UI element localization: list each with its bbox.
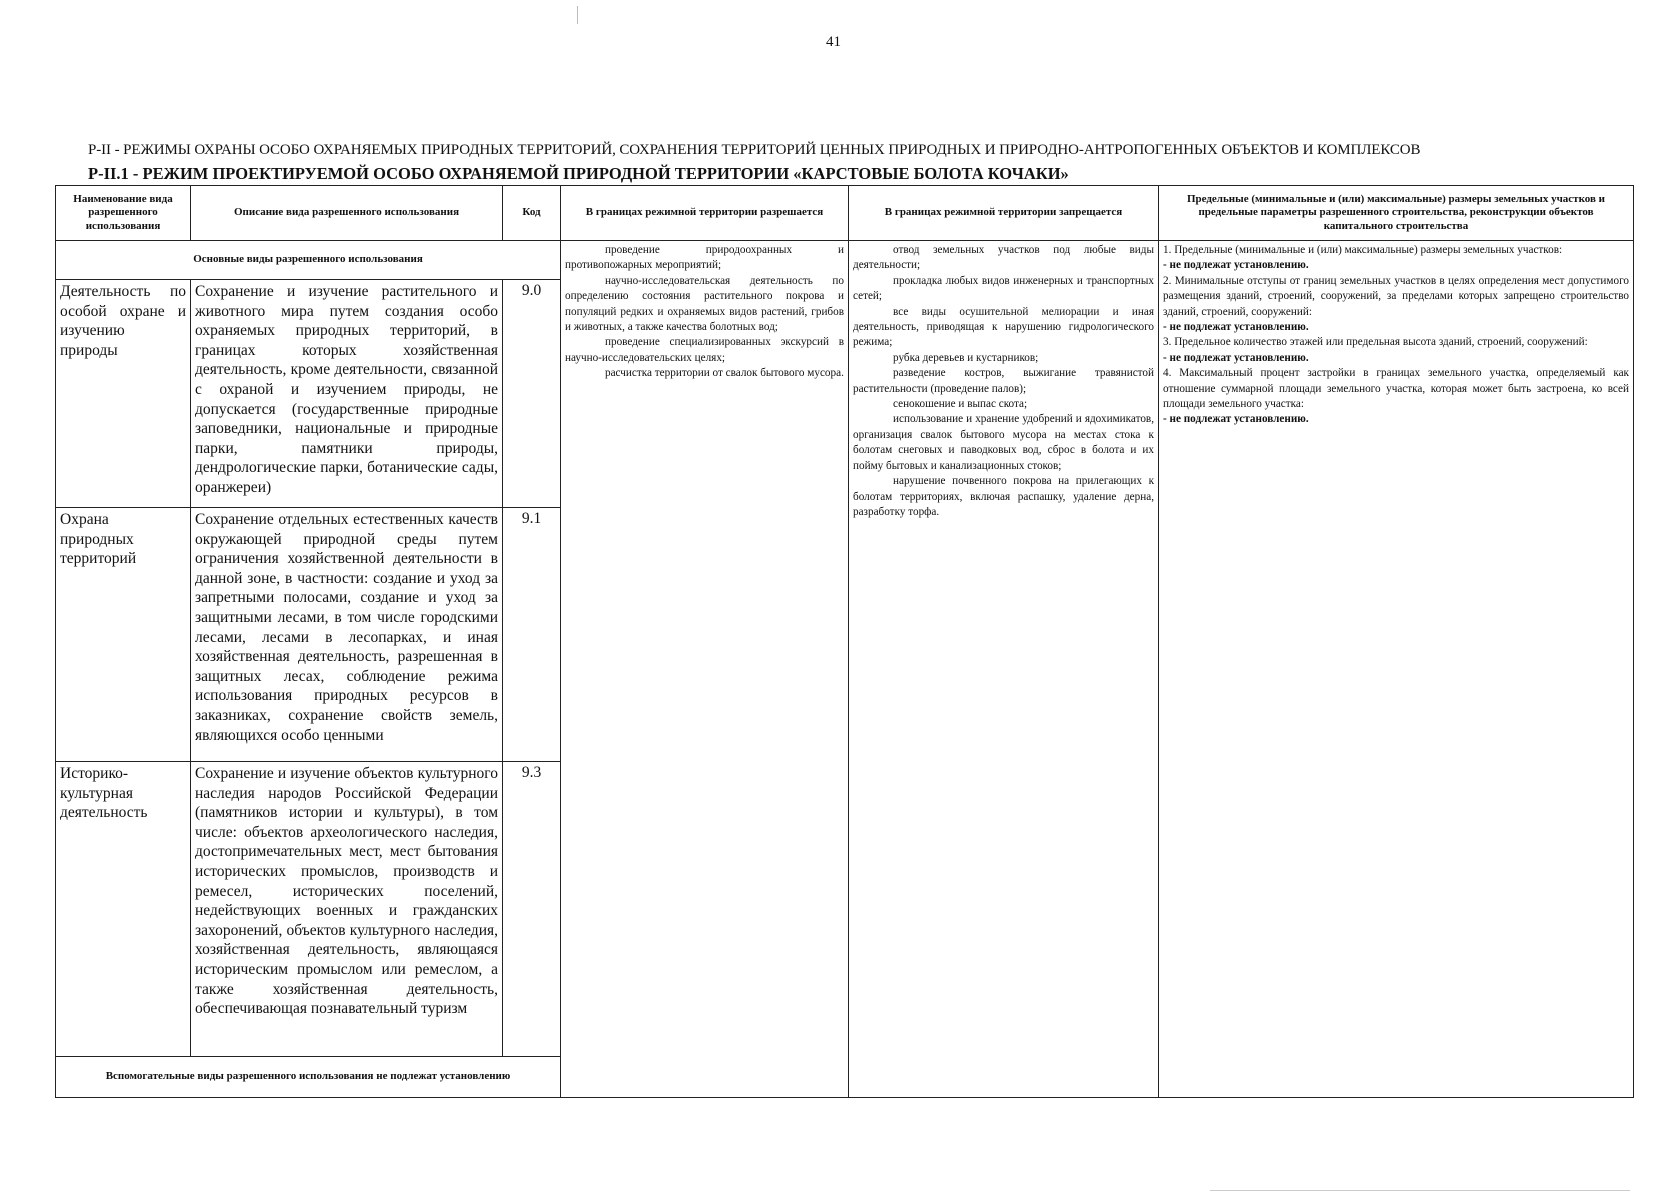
use-description: Сохранение отдельных естественных качеств окружающей природной среды путем ограничения хозяйственной деятельности в данной зоне, в частности: создание и уход за запретными полосами, создание и уход за защитными лесами, в том числе городскими лесами, лесами в лесопарках, и иная хозяйственная деятельность, разрешенная в защитных лесах, соблюдение режима использования природных ресурсов в заказниках, сохранение свойств земель, являющихся особо ценными <box>191 508 503 762</box>
parameter-value: - не подлежат установлению. <box>1163 351 1309 364</box>
parameter-text: 1. Предельные (минимальные и (или) максимальные) размеры земельных участков: <box>1163 244 1563 256</box>
column-header-description: Описание вида разрешенного использования <box>191 186 503 241</box>
parameter-value: - не подлежат установлению. <box>1163 413 1309 426</box>
use-name: Историко-культурная деятельность <box>56 762 191 1057</box>
header-title: - РЕЖИМЫ ОХРАНЫ ОСОБО ОХРАНЯЕМЫХ ПРИРОДНЫХ ТЕРРИТОРИЙ, СОХРАНЕНИЯ ТЕРРИТОРИЙ ЦЕННЫХ ПРИРОДНЫХ И ПРИРОДНО-АНТРОПОГЕННЫХ ОБЪЕКТОВ И КОМПЛЕКСОВ <box>110 142 1421 158</box>
page-number: 41 <box>826 34 841 50</box>
scan-mark <box>577 6 578 24</box>
main-section-title: Основные виды разрешенного использования <box>56 241 561 280</box>
column-header-name: Наименование вида разрешенного использования <box>56 186 191 241</box>
prohibited-item: рубка деревьев и кустарников; <box>893 351 1039 364</box>
permitted-cell <box>561 241 849 1098</box>
prohibited-item: разведение костров, выжигание травянистой растительности (проведение палов); <box>853 367 1154 395</box>
use-code: 9.0 <box>503 280 561 508</box>
parameters-cell <box>1159 241 1634 1098</box>
prohibited-cell <box>849 241 1159 1098</box>
prohibited-item: прокладка любых видов инженерных и транспортных сетей; <box>853 274 1154 303</box>
document-header <box>88 142 1648 159</box>
permitted-item: расчистка территории от свалок бытового мусора. <box>605 367 844 380</box>
use-name: Деятельность по особой охране и изучению природы <box>56 280 191 508</box>
auxiliary-section-title: Вспомогательные виды разрешенного использования не подлежат установлению <box>56 1057 561 1098</box>
use-description: Сохранение и изучение объектов культурного наследия народов Российской Федерации (памятников истории и культуры), в том числе: объектов археологического наследия, достопримечательных мест, мест бытования исторических промыслов, производств и ремесел, исторических поселений, недействующих военных и гражданских захоронений, объектов культурного наследия, хозяйственная деятельность, являющаяся историческим промыслом или ремеслом, а также хозяйственная деятельность, обеспечивающая познавательный туризм <box>191 762 503 1057</box>
document-subheader <box>88 164 1069 184</box>
use-name: Охрана природных территорий <box>56 508 191 762</box>
parameter-text: 2. Минимальные отступы от границ земельных участков в целях определения мест допустимого размещения зданий, строений, сооружений, за пределами которых запрещено строительство зданий, строений, сооружений: <box>1163 274 1629 318</box>
scan-mark <box>1210 1190 1630 1191</box>
main-section-row <box>56 241 1634 280</box>
prohibited-item: все виды осушительной мелиорации и иная деятельность, приводящая к нарушению гидрологического режима; <box>853 305 1154 349</box>
column-header-prohibited: В границах режимной территории запрещается <box>849 186 1159 241</box>
regulations-table <box>55 185 1634 1098</box>
prohibited-item: сенокошение и выпас скота; <box>893 398 1028 411</box>
column-header-parameters: Предельные (минимальные и (или) максимальные) размеры земельных участков и предельные параметры разрешенного строительства, реконструкции объектов капитального строительства <box>1159 186 1634 241</box>
column-header-code: Код <box>503 186 561 241</box>
prohibited-item: нарушение почвенного покрова на прилегающих к болотам территориях, включая распашку, удаление дерна, разработку торфа. <box>853 475 1154 518</box>
subheader-code: Р-II.1 <box>88 164 129 183</box>
permitted-item: научно-исследовательская деятельность по определению состояния растительного покрова и популяций редких и охраняемых видов растений, грибов и животных, а также качества болотных вод; <box>565 274 844 334</box>
table-header-row <box>56 186 1634 241</box>
prohibited-item: использование и хранение удобрений и ядохимикатов, организация свалок бытового мусора на местах стока к болотам снеговых и паводковых вод, сброс в болота и их пойму бытовых и канализационных стоков; <box>853 413 1154 472</box>
permitted-item: проведение природоохранных и противопожарных мероприятий; <box>565 244 844 272</box>
parameter-value: - не подлежат установлению. <box>1163 259 1309 272</box>
subheader-title: - РЕЖИМ ПРОЕКТИРУЕМОЙ ОСОБО ОХРАНЯЕМОЙ ПРИРОДНОЙ ТЕРРИТОРИИ «КАРСТОВЫЕ БОЛОТА КОЧАКИ» <box>128 164 1069 183</box>
use-code: 9.3 <box>503 762 561 1057</box>
parameter-text: 4. Максимальный процент застройки в границах земельного участка, определяемый как отношение суммарной площади земельного участка, которая может быть застроена, ко всей площади земельного участка: <box>1163 367 1629 411</box>
parameter-value: - не подлежат установлению. <box>1163 321 1309 334</box>
permitted-item: проведение специализированных экскурсий в научно-исследовательских целях; <box>565 336 844 364</box>
column-header-permitted: В границах режимной территории разрешается <box>561 186 849 241</box>
parameter-text: 3. Предельное количество этажей или предельная высота зданий, строений, сооружений: <box>1163 336 1588 349</box>
use-code: 9.1 <box>503 508 561 762</box>
header-code: Р-II <box>88 142 111 158</box>
use-description: Сохранение и изучение растительного и животного мира путем создания особо охраняемых природных территорий, в границах которых хозяйственная деятельность, кроме деятельности, связанной с охраной и изучением природы, не допускается (государственные природные заповедники, национальные и природные парки, памятники природы, дендрологические парки, ботанические сады, оранжереи) <box>191 280 503 508</box>
prohibited-item: отвод земельных участков под любые виды деятельности; <box>853 244 1154 272</box>
